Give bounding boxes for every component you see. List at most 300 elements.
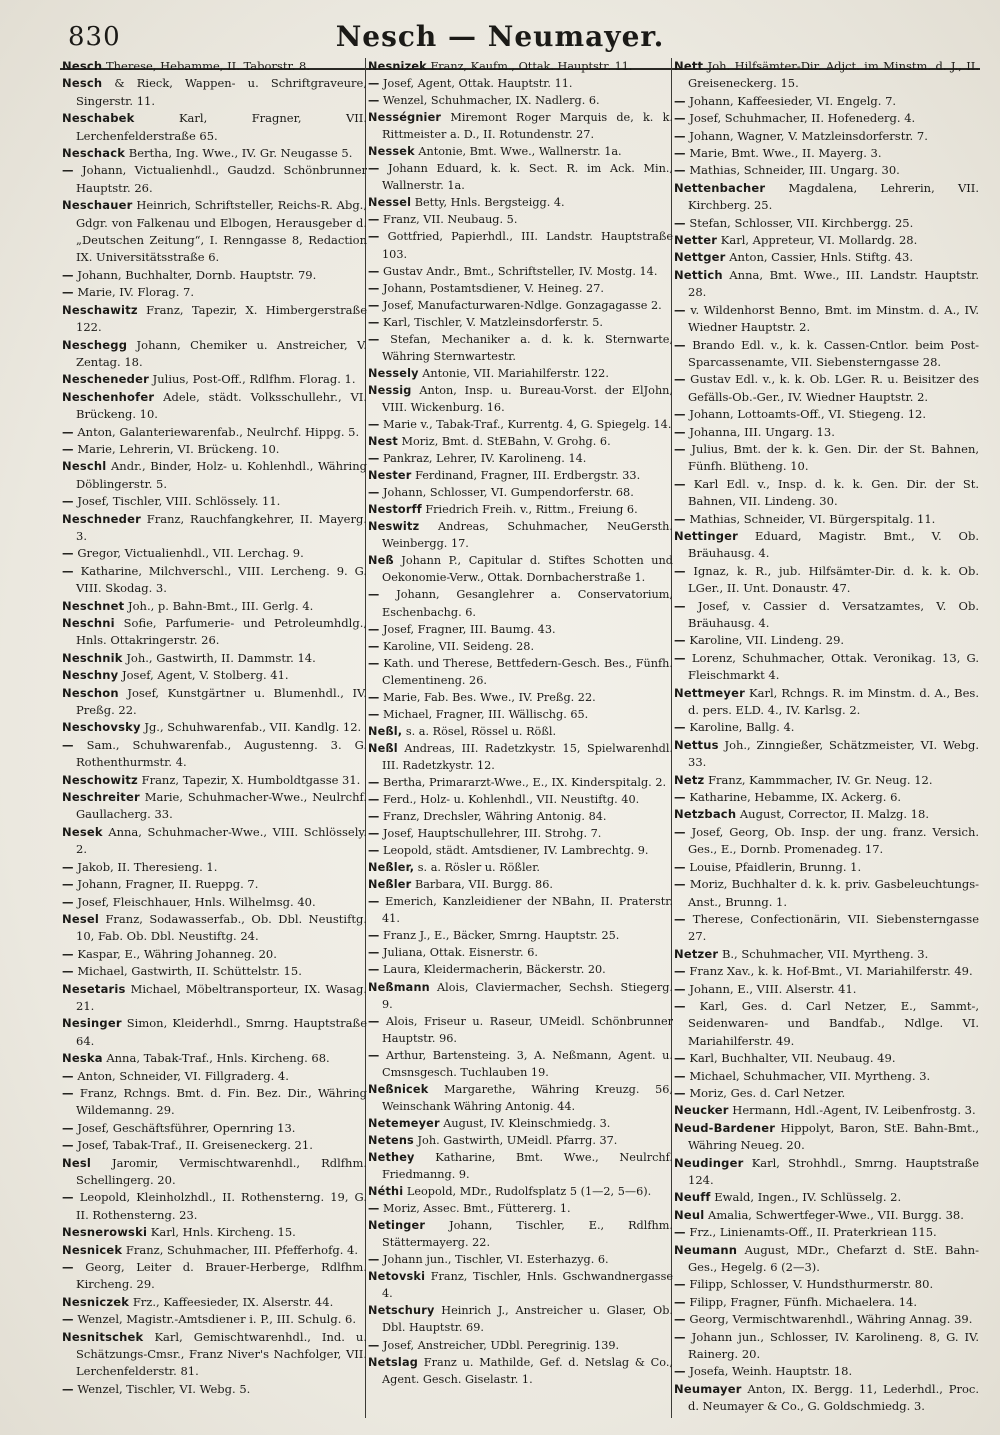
entry-details: Johann, Lottoamts-Off., VI. Stiegeng. 12. xyxy=(689,407,927,422)
directory-entry xyxy=(62,719,367,736)
entry-details: Betty, Hnls. Bergsteigg. 4. xyxy=(414,196,565,210)
directory-entry xyxy=(674,511,979,528)
entry-details: Wenzel, Tischler, VI. Webg. 5. xyxy=(77,1381,251,1396)
directory-entry xyxy=(62,650,367,667)
directory-entry xyxy=(674,981,979,998)
entry-details: Moriz, Bmt. d. StEBahn, V. Grohg. 6. xyxy=(401,435,611,449)
entry-name: — xyxy=(368,827,380,841)
directory-entry xyxy=(368,211,673,228)
directory-entry xyxy=(62,284,367,301)
entry-name: — xyxy=(674,1312,686,1327)
directory-column-2 xyxy=(368,58,673,1388)
entry-details: Franz, Kaufm., Ottak. Hauptstr. 11. xyxy=(430,60,633,73)
entry-name: — xyxy=(674,146,686,161)
directory-entry xyxy=(62,1294,367,1311)
entry-name: Neßnicek xyxy=(368,1082,429,1096)
directory-entry xyxy=(674,632,979,649)
entry-name: Neßler, xyxy=(368,861,415,875)
entry-details: Ewald, Ingen., IV. Schlüsselg. 2. xyxy=(714,1190,902,1205)
entry-name: Nesl xyxy=(62,1155,92,1170)
directory-entry xyxy=(368,416,673,433)
entry-name: Neßler xyxy=(368,878,412,892)
directory-entry xyxy=(62,824,367,859)
directory-entry xyxy=(62,1224,367,1241)
entry-name: Neucker xyxy=(674,1103,729,1118)
entry-name: Neschauer xyxy=(62,198,133,213)
directory-entry xyxy=(62,371,367,388)
directory-column-3 xyxy=(674,58,979,1416)
entry-details: Julius, Bmt. der k. k. Gen. Dir. der St. Bahnen, Fünfh. Blütheng. 10. xyxy=(688,441,980,474)
entry-details: Bertha, Ing. Wwe., IV. Gr. Neugasse 5. xyxy=(128,146,353,161)
entry-name: Nescheneder xyxy=(62,372,149,387)
directory-entry xyxy=(368,1132,673,1149)
entry-details: Leopold, städt. Amtsdiener, IV. Lambrechtg. 9. xyxy=(383,844,649,858)
entry-name: Nesnerowski xyxy=(62,1225,148,1240)
entry-details: Stefan, Schlosser, VII. Kirchbergg. 25. xyxy=(689,215,914,230)
entry-name: — xyxy=(368,793,380,807)
directory-entry xyxy=(368,228,673,262)
entry-details: Johann, E., VIII. Alserstr. 41. xyxy=(689,981,857,996)
directory-entry xyxy=(368,365,673,382)
entry-details: Franz, Tischler, Hnls. Gschwandnergasse 4. xyxy=(382,1270,674,1301)
entry-details: Marie, Schuhmacher-Wwe., Neulrchf. Gaullacherg. 33. xyxy=(76,790,367,822)
entry-details: Ferdinand, Fragner, III. Erdbergstr. 33. xyxy=(415,469,641,483)
directory-entry xyxy=(674,737,979,772)
directory-entry xyxy=(62,75,367,110)
directory-entry xyxy=(674,215,979,232)
entry-details: Franz, Rchngs. Bmt. d. Fin. Bez. Dir., Währing Wildemanng. 29. xyxy=(76,1085,368,1118)
entry-details: Jaromir, Vermischtwarenhdl., Rdlfhm. Schellingerg. 20. xyxy=(76,1155,368,1187)
entry-name: — xyxy=(674,1364,686,1379)
entry-details: Josef, Schuhmacher, II. Hofenederg. 4. xyxy=(689,111,916,126)
entry-name: Netzbach xyxy=(674,807,737,822)
directory-entry xyxy=(368,1047,673,1081)
entry-details: Josef, Fragner, III. Baumg. 43. xyxy=(383,622,556,636)
entry-name: Nessel xyxy=(368,196,412,210)
entry-details: Johann, Fragner, II. Rueppg. 7. xyxy=(77,877,259,892)
entry-name: — xyxy=(368,810,380,824)
entry-details: Heinrich, Schriftsteller, Reichs-R. Abg., Gdgr. von Falkenau und Elbogen, Herausgeber d. „Deutschen Zeitung“, I. Renngasse 8, Redaction IX. Universitätsstraße 6. xyxy=(76,198,367,265)
entry-name: Nesetaris xyxy=(62,981,126,996)
entry-name: Neschnet xyxy=(62,598,125,613)
entry-details: Karoline, VII. Lindeng. 29. xyxy=(689,633,845,648)
directory-entry xyxy=(674,1329,979,1364)
directory-entry xyxy=(62,1329,367,1381)
entry-name: — xyxy=(62,1312,74,1327)
entry-details: Emerich, Kanzleidiener der NBahn, II. Praterstr. 41. xyxy=(382,895,674,926)
directory-entry xyxy=(62,772,367,789)
entry-details: Franz, Sodawasserfab., Ob. Dbl. Neustiftg. 10, Fab. Ob. Dbl. Neustiftg. 24. xyxy=(76,911,367,944)
directory-entry xyxy=(368,433,673,450)
entry-details: Gustav Andr., Bmt., Schriftsteller, IV. Mostg. 14. xyxy=(383,264,658,278)
directory-entry xyxy=(368,1115,673,1132)
entry-details: Sofie, Parfumerie- und Petroleumhdlg., Hnls. Ottakringerstr. 26. xyxy=(76,616,368,648)
entry-details: Katharine, Milchverschl., VIII. Lercheng. 9. G. VIII. Skodag. 3. xyxy=(76,563,367,596)
directory-entry xyxy=(674,1155,979,1190)
entry-details: Karl, Hnls. Kircheng. 15. xyxy=(150,1225,296,1240)
entry-details: Johann P., Capitular d. Stiftes Schotten und Oekonomie-Verw., Ottak. Dornbacherstraße 1. xyxy=(382,554,673,585)
directory-entry xyxy=(62,789,367,824)
directory-entry xyxy=(368,518,673,552)
page-header xyxy=(0,18,1000,58)
entry-details: Josef, Anstreicher, UDbl. Peregrinig. 139. xyxy=(383,1338,620,1352)
entry-name: Nessely xyxy=(368,366,419,380)
entry-details: Johann jun., Schlosser, IV. Karolineng. 8, G. IV. Rainerg. 20. xyxy=(688,1329,980,1362)
entry-details: Josef, Fleischhauer, Hnls. Wilhelmsg. 40. xyxy=(77,894,316,909)
entry-name: — xyxy=(62,163,74,178)
directory-entry xyxy=(368,143,673,160)
entry-details: Franz, Tapezir, X. Himbergerstraße 122. xyxy=(76,302,367,335)
entry-name: Nett xyxy=(674,59,704,73)
entry-name: Netovski xyxy=(368,1270,426,1284)
directory-entry xyxy=(674,998,979,1050)
entry-name: — xyxy=(368,1338,380,1352)
entry-details: Andr., Binder, Holz- u. Kohlenhdl., Währing Döblingerstr. 5. xyxy=(76,459,367,491)
entry-details: Mathias, Schneider, VI. Bürgerspitalg. 11. xyxy=(689,511,936,526)
directory-entry xyxy=(368,927,673,944)
entry-details: Juliana, Ottak. Eisnerstr. 6. xyxy=(383,946,538,960)
entry-name: — xyxy=(674,1294,686,1309)
entry-name: Néthi xyxy=(368,1185,404,1199)
directory-entry xyxy=(62,1242,367,1259)
directory-entry xyxy=(368,706,673,723)
entry-details: Friedrich Freih. v., Rittm., Freiung 6. xyxy=(425,503,638,517)
directory-entry xyxy=(674,267,979,302)
entry-details: Eduard, Magistr. Bmt., V. Ob. Bräuhausg. 4. xyxy=(688,528,979,561)
directory-entry xyxy=(62,302,367,337)
directory-entry xyxy=(62,145,367,162)
entry-name: — xyxy=(62,1085,74,1100)
entry-name: — xyxy=(368,1014,380,1028)
entry-name: — xyxy=(368,1253,380,1267)
entry-name: Nesel xyxy=(62,911,100,926)
entry-name: Neudinger xyxy=(674,1155,744,1170)
entry-details: Jakob, II. Theresieng. 1. xyxy=(77,859,218,874)
entry-name: — xyxy=(674,650,686,665)
entry-name: Neschenhofer xyxy=(62,389,155,404)
directory-entry xyxy=(62,615,367,650)
directory-entry xyxy=(62,458,367,493)
entry-name: — xyxy=(62,546,74,561)
entry-name: Neschovsky xyxy=(62,720,141,735)
entry-name: Neschneder xyxy=(62,511,141,526)
directory-entry xyxy=(674,110,979,127)
directory-entry xyxy=(674,302,979,337)
entry-details: Frz., Kaffeesieder, IX. Alserstr. 44. xyxy=(132,1294,334,1309)
entry-name: — xyxy=(368,281,380,295)
entry-name: — xyxy=(368,844,380,858)
entry-details: Alois, Claviermacher, Sechsh. Stiegerg. 9. xyxy=(382,980,674,1011)
entry-details: Josef, Tabak-Traf., II. Greiseneckerg. 21. xyxy=(77,1138,313,1153)
entry-name: — xyxy=(674,476,686,491)
entry-name: Neschni xyxy=(62,616,115,630)
entry-details: Frz., Linienamts-Off., II. Praterkriean 115. xyxy=(689,1225,937,1240)
entry-details: Karl, Gemischtwarenhdl., Ind. u. Schätzungs-Cmsr., Franz Niver's Nachfolger, VII. Lerchenfelderstr. 81. xyxy=(76,1329,367,1379)
entry-details: Joh. Hilfsämter-Dir. Adjct. im Minstm. d. J., II. Greiseneckerg. 15. xyxy=(688,59,980,91)
directory-entry xyxy=(62,946,367,963)
entry-name: Neschabek xyxy=(62,111,135,126)
directory-entry xyxy=(368,58,673,75)
directory-entry xyxy=(368,979,673,1013)
directory-entry xyxy=(62,162,367,197)
directory-entry xyxy=(674,1242,979,1277)
entry-name: — xyxy=(62,1068,74,1083)
entry-details: Josef, Tischler, VIII. Schlössely. 11. xyxy=(77,494,281,509)
entry-name: — xyxy=(62,494,74,509)
entry-name: — xyxy=(368,690,380,704)
directory-entry xyxy=(62,911,367,946)
directory-entry xyxy=(674,1294,979,1311)
directory-entry xyxy=(674,371,979,406)
entry-details: August, IV. Kleinschmiedg. 3. xyxy=(443,1116,611,1130)
directory-entry xyxy=(62,110,367,145)
entry-name: Netheу xyxy=(368,1151,415,1164)
entry-details: v. Wildenhorst Benno, Bmt. im Minstm. d. A., IV. Wiedner Hauptstr. 2. xyxy=(688,302,979,335)
directory-entry xyxy=(62,197,367,267)
entry-name: Netzer xyxy=(674,946,719,961)
entry-details: Marie v., Tabak-Traf., Kurrentg. 4, G. Spiegelg. 14. xyxy=(383,417,672,431)
directory-entry xyxy=(674,128,979,145)
entry-details: Johann, Wagner, V. Matzleinsdorferstr. 7. xyxy=(689,128,928,143)
directory-entry xyxy=(62,598,367,615)
directory-entry xyxy=(62,1120,367,1137)
entry-name: — xyxy=(62,946,74,961)
entry-details: Joh. Gastwirth, UMeidl. Pfarrg. 37. xyxy=(417,1133,618,1147)
directory-entry xyxy=(368,1217,673,1251)
entry-name: — xyxy=(368,588,380,602)
entry-details: Joh., Zinngießer, Schätzmeister, VI. Webg. 33. xyxy=(688,737,980,770)
entry-details: Julius, Post-Off., Rdlfhm. Florag. 1. xyxy=(152,372,356,387)
directory-entry xyxy=(674,1363,979,1380)
entry-name: Neschl xyxy=(62,459,107,474)
directory-entry xyxy=(674,162,979,179)
entry-details: Josef, Kunstgärtner u. Blumenhdl., IV. Preßg. 22. xyxy=(76,685,367,718)
entry-details: Margarethe, Währing Kreuzg. 56, Weinschank Währing Antonig. 44. xyxy=(382,1082,673,1113)
entry-details: Moriz, Assec. Bmt., Füttererg. 1. xyxy=(383,1202,571,1216)
entry-details: Anna, Bmt. Wwe., III. Landstr. Hauptstr. 28. xyxy=(688,267,979,300)
directory-entry xyxy=(674,1120,979,1155)
entry-name: — xyxy=(674,302,686,317)
directory-entry xyxy=(674,93,979,110)
directory-entry xyxy=(62,545,367,562)
directory-entry xyxy=(674,1189,979,1206)
entry-name: Neschny xyxy=(62,668,119,683)
entry-name: — xyxy=(674,1051,686,1066)
entry-name: Netinger xyxy=(368,1219,426,1233)
entry-name: Neß xyxy=(368,554,394,568)
entry-details: Sam., Schuhwarenfab., Augustenng. 3. G. Rothenthurmstr. 4. xyxy=(76,737,367,770)
entry-details: Adele, städt. Volksschullehr., VI. Brückeng. 10. xyxy=(76,389,368,422)
directory-entry xyxy=(368,638,673,655)
entry-details: Alois, Friseur u. Raseur, UMeidl. Schönbrunner Hauptstr. 96. xyxy=(382,1014,673,1045)
directory-entry xyxy=(62,737,367,772)
entry-name: — xyxy=(674,981,686,996)
entry-name: Nesch xyxy=(62,76,103,91)
entry-name: — xyxy=(62,737,74,752)
directory-entry xyxy=(62,1085,367,1120)
directory-entry xyxy=(62,1015,367,1050)
entry-details: Therese, Hebamme, II. Taborstr. 8. xyxy=(105,59,310,73)
directory-entry xyxy=(368,1149,673,1183)
entry-details: Moriz, Ges. d. Carl Netzer. xyxy=(689,1085,846,1100)
entry-name: — xyxy=(368,417,380,431)
entry-details: Miremont Roger Marquis de, k. k. Rittmeister a. D., II. Rotundenstr. 27. xyxy=(382,111,674,142)
directory-entry xyxy=(674,145,979,162)
directory-entry xyxy=(368,723,673,740)
entry-details: Anton, Galanteriewarenfab., Neulrchf. Hippg. 5. xyxy=(77,424,360,439)
entry-name: — xyxy=(674,911,686,926)
entry-name: — xyxy=(674,424,686,439)
directory-entry xyxy=(368,1013,673,1047)
directory-entry xyxy=(368,893,673,927)
entry-name: — xyxy=(674,998,686,1013)
directory-entry xyxy=(62,1381,367,1398)
entry-details: Joh., Gastwirth, II. Dammstr. 14. xyxy=(126,650,316,665)
directory-entry xyxy=(62,337,367,372)
directory-entry xyxy=(368,689,673,706)
directory-entry xyxy=(62,1311,367,1328)
entry-details: Gustav Edl. v., k. k. Ob. LGer. R. u. Beisitzer des Gefälls-Ob.-Ger., IV. Wiedner Hauptstr. 2. xyxy=(688,372,979,404)
entry-name: — xyxy=(674,1329,686,1344)
directory-entry xyxy=(674,249,979,266)
entry-details: Hippolyt, Baron, StE. Bahn-Bmt., Währing Neueg. 20. xyxy=(688,1120,980,1153)
entry-name: — xyxy=(674,128,686,143)
entry-details: Simon, Kleiderhdl., Smrng. Hauptstraße 64. xyxy=(76,1016,368,1048)
directory-entry xyxy=(674,528,979,563)
entry-details: Katharine, Bmt. Wwe., Neulrchf. Friedmanng. 9. xyxy=(382,1151,674,1182)
entry-details: Pankraz, Lehrer, IV. Karolineng. 14. xyxy=(383,452,587,466)
directory-entry xyxy=(62,667,367,684)
entry-name: — xyxy=(62,424,74,439)
entry-name: — xyxy=(674,407,686,422)
entry-name: Neschnik xyxy=(62,650,123,665)
entry-name: — xyxy=(674,441,686,456)
entry-name: Nesnizek xyxy=(368,60,427,73)
entry-name: — xyxy=(368,332,380,346)
entry-name: Neßl xyxy=(368,741,398,755)
directory-entry xyxy=(62,859,367,876)
entry-name: — xyxy=(62,563,74,578)
entry-details: Andreas, Schuhmacher, NeuGersth. Weinbergg. 17. xyxy=(382,520,674,551)
entry-name: — xyxy=(368,94,380,108)
directory-entry xyxy=(674,650,979,685)
directory-entry xyxy=(368,280,673,297)
directory-entry xyxy=(674,1102,979,1119)
entry-details: Ferd., Holz- u. Kohlenhdl., VII. Neustiftg. 40. xyxy=(383,793,640,807)
directory-entry xyxy=(674,685,979,720)
entry-name: — xyxy=(368,775,380,789)
entry-name: — xyxy=(674,1225,686,1240)
entry-details: Therese, Confectionärin, VII. Siebensterngasse 27. xyxy=(688,911,979,944)
entry-details: Karl, Appreteur, VI. Mollardg. 28. xyxy=(720,233,918,248)
directory-entry xyxy=(674,476,979,511)
directory-entry xyxy=(368,791,673,808)
entry-name: — xyxy=(674,372,686,387)
entry-name: — xyxy=(62,267,74,282)
entry-name: — xyxy=(368,230,380,244)
entry-details: August, Corrector, II. Malzg. 18. xyxy=(739,807,929,822)
entry-name: — xyxy=(368,264,380,278)
directory-entry xyxy=(368,1302,673,1336)
directory-entry xyxy=(368,655,673,689)
entry-name: Neska xyxy=(62,1051,103,1066)
directory-entry xyxy=(368,621,673,638)
directory-entry xyxy=(368,297,673,314)
entry-details: Karl Edl. v., Insp. d. k. k. Gen. Dir. der St. Bahnen, VII. Lindeng. 30. xyxy=(688,476,979,509)
entry-name: Neschowitz xyxy=(62,772,138,787)
directory-entry xyxy=(368,740,673,774)
entry-details: Marie, IV. Florag. 7. xyxy=(77,285,195,300)
entry-details: Josef, Georg, Ob. Insp. der ung. franz. Versich. Ges., E., Dornb. Promenadeg. 17. xyxy=(688,824,980,857)
entry-name: Nester xyxy=(368,469,412,483)
entry-details: Anton, Insp. u. Bureau-Vorst. der ElJohn, VIII. Wickenburg. 16. xyxy=(382,383,674,414)
entry-details: Karl, Strohhdl., Smrng. Hauptstraße 124. xyxy=(688,1155,979,1187)
entry-name: Nettinger xyxy=(674,528,739,543)
entry-name: Neßmann xyxy=(368,980,430,994)
directory-entry xyxy=(368,450,673,467)
directory-entry xyxy=(368,194,673,211)
entry-name: — xyxy=(62,1381,74,1396)
entry-name: Nestorff xyxy=(368,503,422,517)
directory-entry xyxy=(62,563,367,598)
directory-entry xyxy=(62,424,367,441)
entry-name: — xyxy=(62,1138,74,1153)
entry-details: Franz, Kammmacher, IV. Gr. Neug. 12. xyxy=(708,772,933,787)
entry-name: — xyxy=(674,598,686,613)
entry-name: Netschury xyxy=(368,1304,435,1318)
entry-details: Johann, Gesanglehrer a. Conservatorium, Eschenbachg. 6. xyxy=(382,588,674,619)
entry-details: Anna, Tabak-Traf., Hnls. Kircheng. 68. xyxy=(106,1051,330,1066)
entry-details: Michael, Möbeltransporteur, IX. Wasag. 21. xyxy=(76,981,367,1013)
entry-name: — xyxy=(62,859,74,874)
entry-name: — xyxy=(62,1120,74,1135)
directory-entry xyxy=(674,911,979,946)
entry-details: Louise, Pfaidlerin, Brunng. 1. xyxy=(689,859,862,874)
entry-name: Netter xyxy=(674,233,718,248)
entry-details: Karoline, Ballg. 4. xyxy=(689,720,795,735)
directory-entry xyxy=(368,1200,673,1217)
directory-entry xyxy=(62,389,367,424)
entry-details: Michael, Schuhmacher, VII. Myrtheng. 3. xyxy=(689,1068,931,1083)
entry-details: Andreas, III. Radetzkystr. 15, Spielwarenhdl. III. Radetzkystr. 12. xyxy=(382,741,673,772)
directory-entry xyxy=(674,1224,979,1241)
entry-details: August, MDr., Chefarzt d. StE. Bahn-Ges., Hegelg. 6 (2—3). xyxy=(688,1242,979,1275)
entry-name: — xyxy=(674,163,686,178)
directory-entry xyxy=(368,501,673,518)
entry-name: — xyxy=(674,93,686,108)
directory-entry xyxy=(368,774,673,791)
entry-name: — xyxy=(674,877,686,892)
directory-entry xyxy=(62,493,367,510)
directory-entry xyxy=(674,719,979,736)
directory-column-1 xyxy=(62,58,367,1398)
entry-name: Neumann xyxy=(674,1242,738,1257)
entry-details: Franz Xav., k. k. Hof-Bmt., VI. Mariahilferstr. 49. xyxy=(689,964,973,979)
entry-details: Gottfried, Papierhdl., III. Landstr. Hauptstraße 103. xyxy=(382,230,673,261)
directory-entry xyxy=(674,1068,979,1085)
entry-name: Neschreiter xyxy=(62,790,140,805)
entry-details: Josef, Manufacturwaren-Ndlge. Gonzagagasse 2. xyxy=(383,298,662,312)
entry-details: Anton, Cassier, Hnls. Stiftg. 43. xyxy=(729,250,913,265)
entry-details: Johann, Postamtsdiener, V. Heineg. 27. xyxy=(383,281,604,295)
entry-name: Nettich xyxy=(674,267,723,282)
directory-entry xyxy=(674,806,979,823)
entry-details: Franz, Rauchfangkehrer, II. Mayerg. 3. xyxy=(76,511,367,543)
directory-entry xyxy=(62,876,367,893)
entry-details: Johann, Chemiker u. Anstreicher, V. Zentag. 18. xyxy=(76,337,367,369)
entry-details: Franz, Drechsler, Währing Antonig. 84. xyxy=(383,810,607,824)
entry-details: Katharine, Hebamme, IX. Ackerg. 6. xyxy=(689,790,902,805)
